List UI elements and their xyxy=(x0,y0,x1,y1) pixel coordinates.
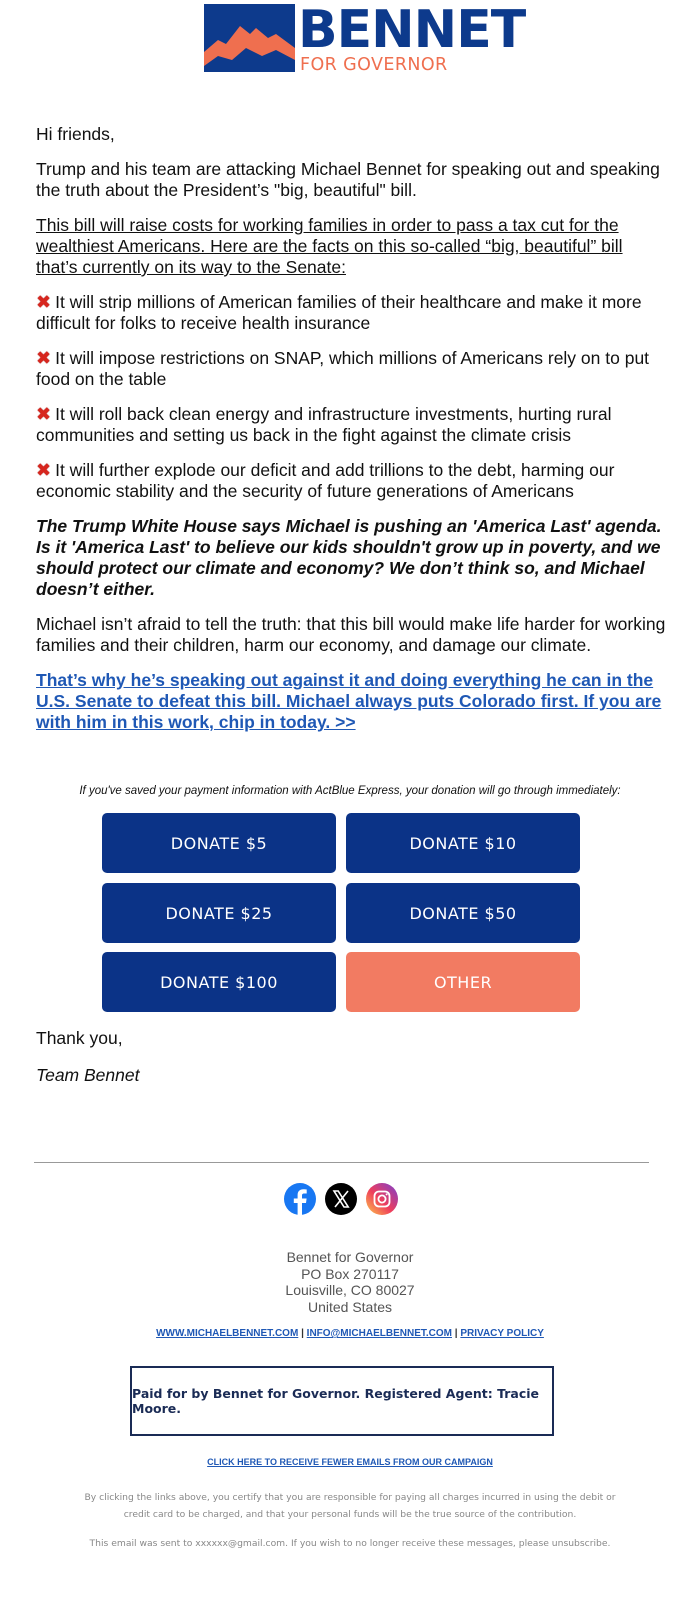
email-body xyxy=(36,124,668,747)
privacy-policy-link[interactable]: PRIVACY POLICY xyxy=(460,1328,544,1339)
footer-links xyxy=(0,1328,700,1339)
actblue-express-note: If you've saved your payment information with ActBlue Express, your donation will go through immediately: xyxy=(79,785,621,797)
facts-intro: This bill will raise costs for working families in order to pass a tax cut for the wealthiest Americans. Here are the facts on this so-called “big, beautiful” bill that’s currently on its way to the Senate: xyxy=(36,215,623,277)
bullet-item xyxy=(36,404,668,446)
legal-disclaimer: By clicking the links above, you certify that you are responsible for paying all charges incurred in using the debit or credit card to be charged, and that your personal funds will be the true source of the contribution. xyxy=(84,1492,616,1520)
logo-subtitle: FOR GOVERNOR xyxy=(300,55,448,75)
bullet-item xyxy=(36,292,668,334)
red-x-icon: ✖ xyxy=(36,460,52,481)
address-line: PO Box 270117 xyxy=(301,1265,399,1282)
greeting: Hi friends, xyxy=(36,124,115,144)
logo-name: BENNET xyxy=(298,0,526,60)
sent-to-notice: This email was sent to xxxxxx@gmail.com. If you wish to no longer receive these messages, please unsubscribe. xyxy=(89,1538,611,1549)
mountain-logo-icon xyxy=(204,4,295,72)
truth-paragraph: Michael isn’t afraid to tell the truth: that this bill would make life harder for working families and their children, harm our economy, and damage our climate. xyxy=(36,614,666,655)
donate-25-button[interactable]: DONATE $25 xyxy=(102,883,336,943)
facebook-icon[interactable] xyxy=(283,1182,317,1216)
red-x-icon: ✖ xyxy=(36,348,52,369)
bullet-text: It will impose restrictions on SNAP, which millions of Americans rely on to put food on the table xyxy=(36,348,650,389)
footer-divider xyxy=(34,1162,649,1163)
link-separator: | xyxy=(454,1328,458,1339)
address-line: Bennet for Governor xyxy=(286,1249,414,1265)
mailing-address xyxy=(0,1249,700,1315)
intro-paragraph: Trump and his team are attacking Michael Bennet for speaking out and speaking the truth about the President’s "big, beautiful" bill. xyxy=(36,159,660,200)
donate-5-button[interactable]: DONATE $5 xyxy=(102,813,336,873)
donate-10-button[interactable]: DONATE $10 xyxy=(346,813,580,873)
email-link[interactable]: INFO@MICHAELBENNET.COM xyxy=(306,1328,452,1339)
emphasis-paragraph: The Trump White House says Michael is pushing an 'America Last' agenda. Is it 'America Last' to believe our kids shouldn't grow up in poverty, and we should protect our climate and economy? We don’t think so, and Michael doesn’t either. xyxy=(36,516,662,599)
donate-50-button[interactable]: DONATE $50 xyxy=(346,883,580,943)
red-x-icon: ✖ xyxy=(36,292,52,313)
website-link[interactable]: WWW.MICHAELBENNET.COM xyxy=(156,1328,299,1339)
address-line: Louisville, CO 80027 xyxy=(285,1282,415,1298)
x-twitter-icon[interactable] xyxy=(324,1182,358,1216)
bullet-item xyxy=(36,348,668,390)
bullet-text: It will roll back clean energy and infrastructure investments, hurting rural communities and setting us back in the fight against the climate crisis xyxy=(36,404,612,445)
thank-you: Thank you, xyxy=(36,1028,123,1048)
signature: Team Bennet xyxy=(36,1065,140,1085)
donate-other-button[interactable]: OTHER xyxy=(346,952,580,1012)
link-separator: | xyxy=(301,1328,304,1339)
chip-in-link[interactable]: That’s why he’s speaking out against it and doing everything he can in the U.S. Senate to defeat this bill. Michael always puts Colorado first. If you are with him in this work, chip in today. >> xyxy=(36,670,662,732)
paid-for-disclaimer: Paid for by Bennet for Governor. Registered Agent: Tracie Moore. xyxy=(130,1366,554,1436)
bullet-text: It will strip millions of American families of their healthcare and make it more difficult for folks to receive health insurance xyxy=(36,292,642,333)
instagram-icon[interactable] xyxy=(365,1182,399,1216)
donate-100-button[interactable]: DONATE $100 xyxy=(102,952,336,1012)
bullet-item xyxy=(36,460,668,502)
red-x-icon: ✖ xyxy=(36,404,52,425)
campaign-logo xyxy=(204,0,526,75)
fewer-emails-link[interactable]: CLICK HERE TO RECEIVE FEWER EMAILS FROM OUR CAMPAIGN xyxy=(207,1457,493,1467)
bullet-text: It will further explode our deficit and add trillions to the debt, harming our economic stability and the security of future generations of Americans xyxy=(36,460,615,501)
address-line: United States xyxy=(307,1298,393,1315)
